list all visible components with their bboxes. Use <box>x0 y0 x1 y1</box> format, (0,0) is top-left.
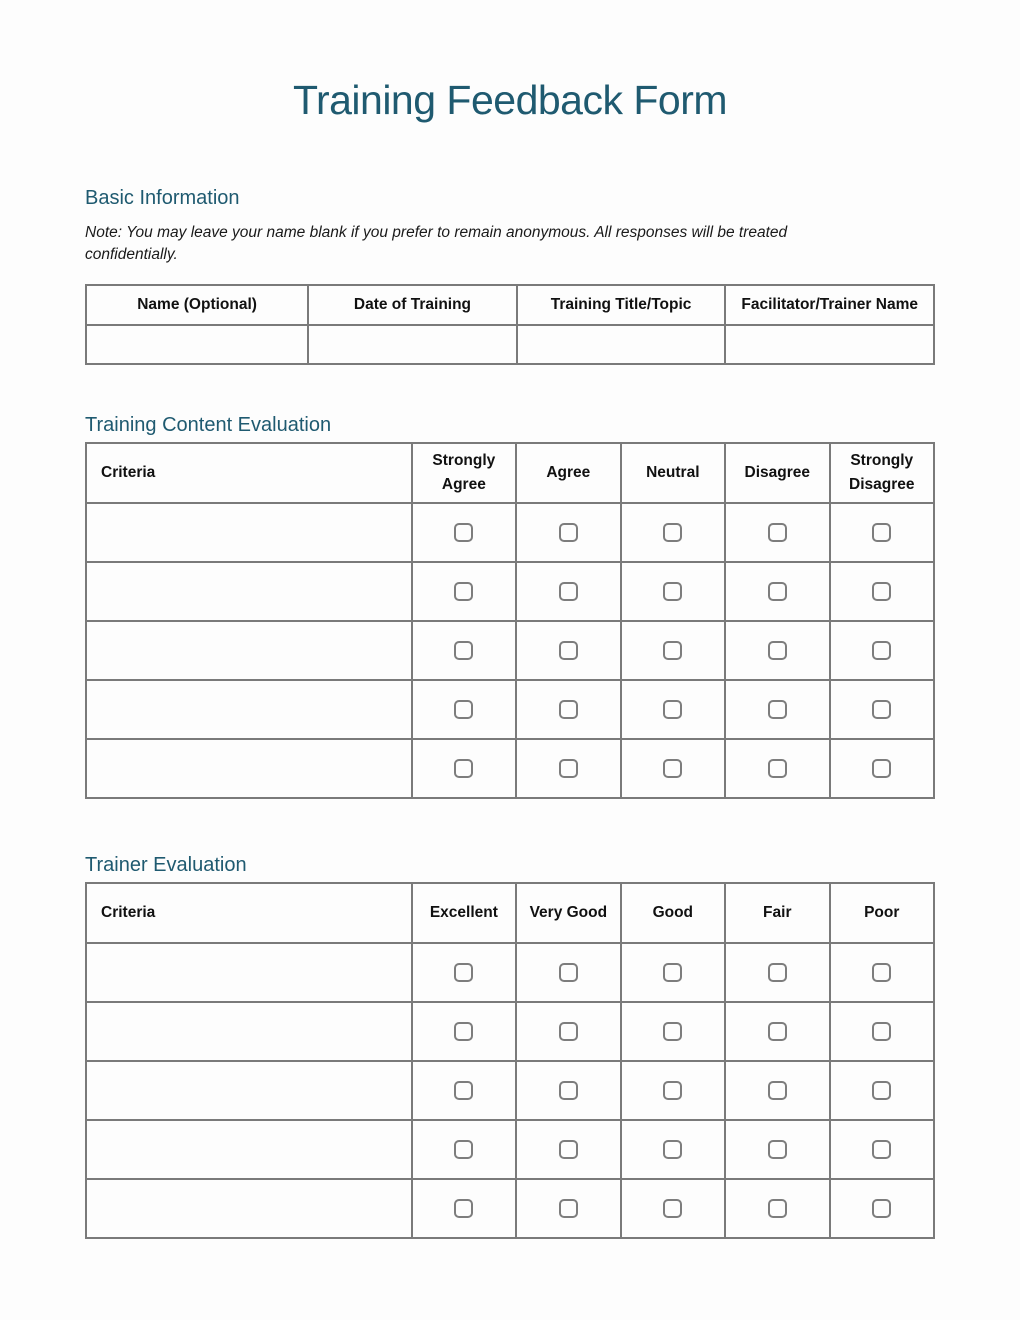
criteria-cell[interactable] <box>86 943 412 1002</box>
rating-cell <box>725 503 829 562</box>
checkbox-icon[interactable] <box>768 523 787 542</box>
rating-cell <box>621 680 725 739</box>
rating-cell <box>621 621 725 680</box>
checkbox-icon[interactable] <box>768 1081 787 1100</box>
checkbox-icon[interactable] <box>663 523 682 542</box>
trainer-eval-row <box>86 1179 934 1238</box>
rating-cell <box>412 1179 516 1238</box>
basic-information-heading: Basic Information <box>85 187 240 210</box>
very-good-column-header: Very Good <box>516 883 620 943</box>
checkbox-icon[interactable] <box>559 641 578 660</box>
rating-cell <box>621 1179 725 1238</box>
checkbox-icon[interactable] <box>663 1140 682 1159</box>
rating-cell <box>516 1061 620 1120</box>
content-eval-header-row <box>86 443 934 503</box>
checkbox-icon[interactable] <box>768 1199 787 1218</box>
checkbox-icon[interactable] <box>559 1081 578 1100</box>
checkbox-icon[interactable] <box>768 1140 787 1159</box>
section-trainer-evaluation <box>85 853 935 1239</box>
checkbox-icon[interactable] <box>559 523 578 542</box>
checkbox-icon[interactable] <box>559 700 578 719</box>
rating-cell <box>516 739 620 798</box>
rating-cell <box>725 680 829 739</box>
rating-cell <box>412 943 516 1002</box>
checkbox-icon[interactable] <box>768 1022 787 1041</box>
content-eval-row <box>86 562 934 621</box>
rating-cell <box>830 1002 935 1061</box>
rating-cell <box>516 1179 620 1238</box>
rating-cell <box>621 503 725 562</box>
rating-cell <box>830 621 935 680</box>
checkbox-icon[interactable] <box>872 582 891 601</box>
rating-cell <box>830 739 935 798</box>
rating-cell <box>412 621 516 680</box>
poor-column-header: Poor <box>830 883 935 943</box>
checkbox-icon[interactable] <box>872 523 891 542</box>
rating-cell <box>412 680 516 739</box>
strongly-agree-column-header: Strongly Agree <box>412 443 516 503</box>
checkbox-icon[interactable] <box>559 759 578 778</box>
training-title-column-header: Training Title/Topic <box>517 285 726 325</box>
name-column-header: Name (Optional) <box>86 285 308 325</box>
rating-cell <box>516 1120 620 1179</box>
rating-cell <box>830 562 935 621</box>
rating-cell <box>830 1179 935 1238</box>
good-column-header: Good <box>621 883 725 943</box>
rating-cell <box>516 503 620 562</box>
trainer-eval-row <box>86 943 934 1002</box>
criteria-column-header: Criteria <box>86 883 412 943</box>
trainer-evaluation-heading: Trainer Evaluation <box>85 853 247 876</box>
criteria-cell[interactable] <box>86 562 412 621</box>
checkbox-icon[interactable] <box>768 963 787 982</box>
rating-cell <box>516 680 620 739</box>
rating-cell <box>412 1061 516 1120</box>
checkbox-icon[interactable] <box>454 759 473 778</box>
rating-cell <box>830 680 935 739</box>
criteria-cell[interactable] <box>86 680 412 739</box>
criteria-cell[interactable] <box>86 1120 412 1179</box>
rating-cell <box>830 1061 935 1120</box>
checkbox-icon[interactable] <box>454 700 473 719</box>
rating-cell <box>725 1002 829 1061</box>
rating-cell <box>725 1120 829 1179</box>
rating-cell <box>412 562 516 621</box>
basic-information-header-row <box>86 285 934 325</box>
section-training-content-evaluation <box>85 413 935 799</box>
checkbox-icon[interactable] <box>768 700 787 719</box>
checkbox-icon[interactable] <box>663 963 682 982</box>
checkbox-icon[interactable] <box>559 963 578 982</box>
rating-cell <box>412 503 516 562</box>
trainer-eval-row <box>86 1120 934 1179</box>
checkbox-icon[interactable] <box>454 1081 473 1100</box>
rating-cell <box>516 943 620 1002</box>
rating-cell <box>725 1179 829 1238</box>
checkbox-icon[interactable] <box>663 1081 682 1100</box>
trainer-eval-row <box>86 1061 934 1120</box>
rating-cell <box>830 503 935 562</box>
rating-cell <box>725 621 829 680</box>
criteria-cell[interactable] <box>86 621 412 680</box>
checkbox-icon[interactable] <box>454 641 473 660</box>
rating-cell <box>725 739 829 798</box>
checkbox-icon[interactable] <box>559 1022 578 1041</box>
checkbox-icon[interactable] <box>872 700 891 719</box>
rating-cell <box>621 1120 725 1179</box>
name-input-cell[interactable] <box>86 325 308 364</box>
checkbox-icon[interactable] <box>663 700 682 719</box>
criteria-column-header: Criteria <box>86 443 412 503</box>
disagree-column-header: Disagree <box>725 443 829 503</box>
rating-cell <box>516 562 620 621</box>
rating-cell <box>621 1061 725 1120</box>
criteria-cell[interactable] <box>86 1179 412 1238</box>
criteria-cell[interactable] <box>86 1002 412 1061</box>
rating-cell <box>412 739 516 798</box>
checkbox-icon[interactable] <box>559 582 578 601</box>
checkbox-icon[interactable] <box>663 1022 682 1041</box>
checkbox-icon[interactable] <box>872 1081 891 1100</box>
excellent-column-header: Excellent <box>412 883 516 943</box>
trainer-eval-header-row <box>86 883 934 943</box>
checkbox-icon[interactable] <box>872 1199 891 1218</box>
rating-cell <box>621 739 725 798</box>
basic-information-table <box>85 284 935 365</box>
facilitator-name-input-cell[interactable] <box>725 325 934 364</box>
fair-column-header: Fair <box>725 883 829 943</box>
checkbox-icon[interactable] <box>872 1140 891 1159</box>
strongly-disagree-column-header: Strongly Disagree <box>830 443 935 503</box>
content-eval-row <box>86 621 934 680</box>
section-basic-information <box>85 186 935 364</box>
anonymity-note: Note: You may leave your name blank if you prefer to remain anonymous. All responses will be treated confidentially. <box>85 224 788 263</box>
checkbox-icon[interactable] <box>872 963 891 982</box>
rating-cell <box>725 562 829 621</box>
rating-cell <box>830 1120 935 1179</box>
rating-cell <box>621 943 725 1002</box>
trainer-evaluation-table <box>85 882 935 1239</box>
rating-cell <box>830 943 935 1002</box>
checkbox-icon[interactable] <box>663 641 682 660</box>
basic-information-input-row <box>86 325 934 364</box>
rating-cell <box>621 1002 725 1061</box>
training-content-evaluation-heading: Training Content Evaluation <box>85 413 332 436</box>
criteria-cell[interactable] <box>86 739 412 798</box>
training-title-input-cell[interactable] <box>517 325 726 364</box>
checkbox-icon[interactable] <box>559 1140 578 1159</box>
rating-cell <box>412 1002 516 1061</box>
content-eval-row <box>86 503 934 562</box>
checkbox-icon[interactable] <box>454 582 473 601</box>
rating-cell <box>516 1002 620 1061</box>
rating-cell <box>516 621 620 680</box>
criteria-cell[interactable] <box>86 503 412 562</box>
checkbox-icon[interactable] <box>872 759 891 778</box>
checkbox-icon[interactable] <box>872 641 891 660</box>
checkbox-icon[interactable] <box>872 1022 891 1041</box>
content-eval-row <box>86 680 934 739</box>
page-title: Training Feedback Form <box>292 77 728 123</box>
content-eval-row <box>86 739 934 798</box>
checkbox-icon[interactable] <box>768 759 787 778</box>
checkbox-icon[interactable] <box>663 582 682 601</box>
checkbox-icon[interactable] <box>768 641 787 660</box>
training-content-evaluation-table <box>85 442 935 799</box>
criteria-cell[interactable] <box>86 1061 412 1120</box>
trainer-eval-row <box>86 1002 934 1061</box>
date-of-training-input-cell[interactable] <box>308 325 517 364</box>
checkbox-icon[interactable] <box>454 1022 473 1041</box>
facilitator-name-column-header: Facilitator/Trainer Name <box>725 285 934 325</box>
checkbox-icon[interactable] <box>454 523 473 542</box>
checkbox-icon[interactable] <box>454 963 473 982</box>
rating-cell <box>412 1120 516 1179</box>
neutral-column-header: Neutral <box>621 443 725 503</box>
checkbox-icon[interactable] <box>454 1199 473 1218</box>
rating-cell <box>725 943 829 1002</box>
checkbox-icon[interactable] <box>663 1199 682 1218</box>
rating-cell <box>725 1061 829 1120</box>
date-of-training-column-header: Date of Training <box>308 285 517 325</box>
rating-cell <box>621 562 725 621</box>
agree-column-header: Agree <box>516 443 620 503</box>
checkbox-icon[interactable] <box>663 759 682 778</box>
checkbox-icon[interactable] <box>454 1140 473 1159</box>
checkbox-icon[interactable] <box>768 582 787 601</box>
checkbox-icon[interactable] <box>559 1199 578 1218</box>
